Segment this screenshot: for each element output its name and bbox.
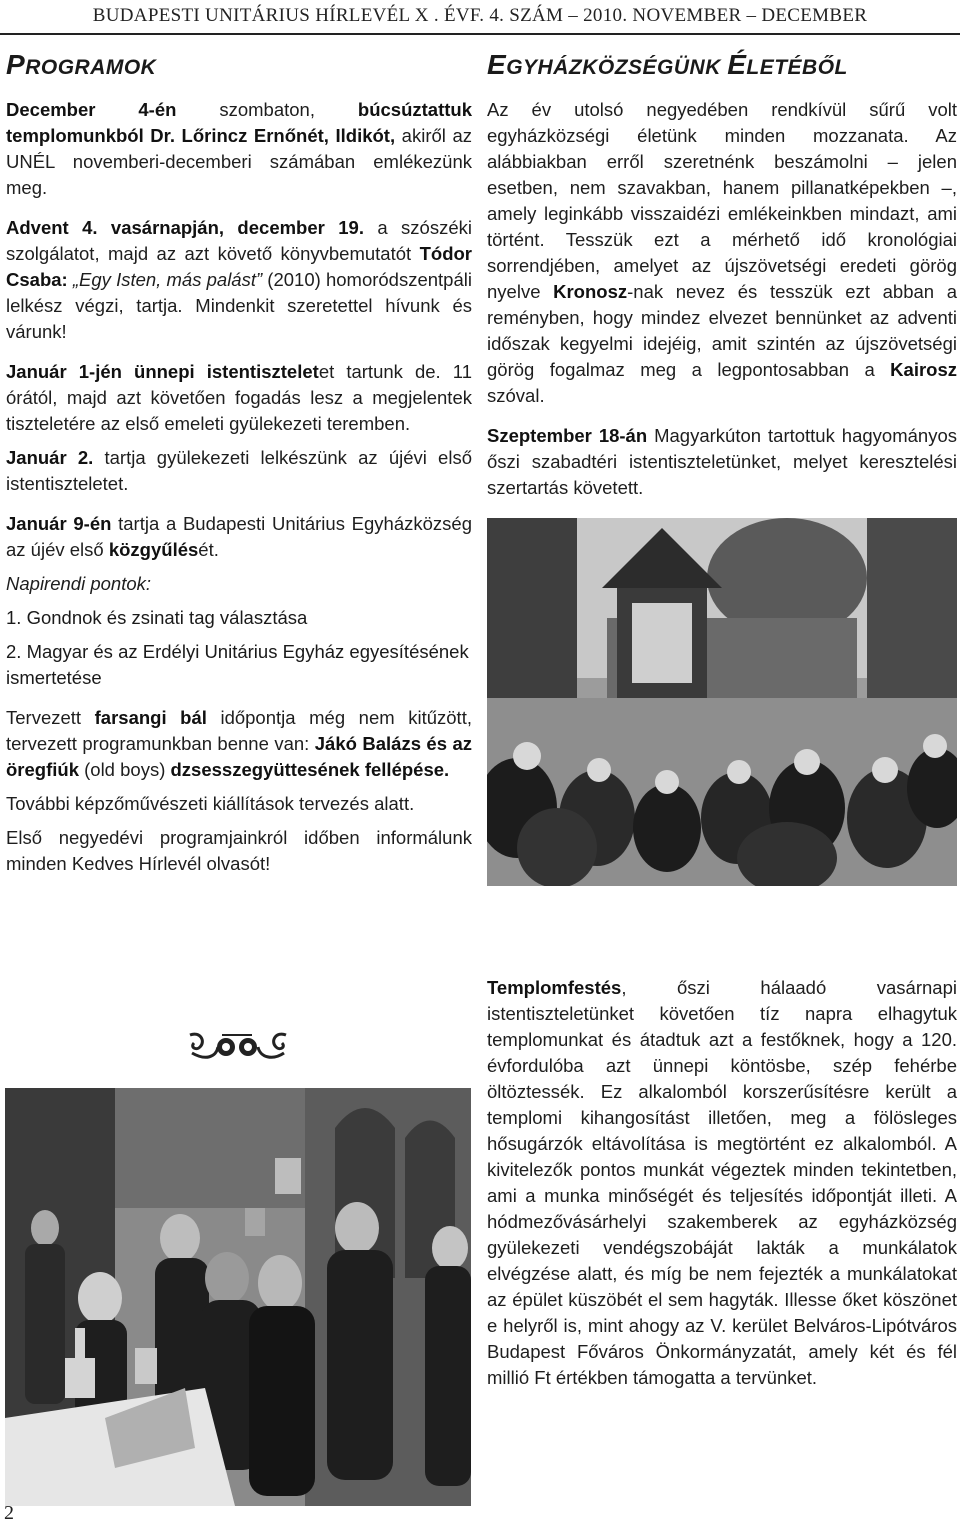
congregation-life-column [487, 48, 957, 501]
agenda-item: 2. Magyar és az Erdélyi Unitárius Egyház egyesítésének ismertetése [6, 641, 469, 688]
program-exhibitions: További képzőművészeti kiállítások tervezés alatt. [6, 793, 415, 814]
programs-heading: PROGRAMOK [6, 49, 157, 80]
running-header: BUDAPESTI UNITÁRIUS HÍRLEVÉL X . ÉVF. 4. SZÁM – 2010. NOVEMBER – DECEMBER [92, 5, 868, 26]
page-number: 2 [4, 1502, 14, 1524]
september-18-paragraph: Szeptember 18-án Magyarkúton tartottuk hagyományos őszi szabadtéri istentiszteletünket, melyet keresztelési szertartás követett. [487, 425, 957, 498]
programs-column [6, 48, 472, 877]
header-rule [0, 33, 960, 35]
intro-paragraph: Az év utolsó negyedében rendkívül sűrű volt egyházközségi életünk minden mozzanata. Az alábbiakban erről szeretnénk beszámolni – jelen esetben, nem szavakban, hanem pillanatképekben –, amely leginkább visszaidézi emlékeinkben mindazt, ami történt. Tesszük ezt a mérhető idő kronológiai sorrendjében, amelyet az újszövetségi eredeti görög nyelve Kronosz-nak nevez és tesszük ezt abban a reményben, hogy mindez elvezet bennünket az adventi időszak kegyelmi idejéig, amit szintén az újszövetségi görög fogalmaz meg a legpontosabban a Kairosz szóval. [487, 99, 957, 406]
program-january-2: Január 2. tartja gyülekezeti lelkészünk az újévi első istentiszteletet. [6, 447, 472, 494]
agenda-item: 1. Gondnok és zsinati tag választása [6, 607, 308, 628]
program-january-9: Január 9-én tartja a Budapesti Unitárius Egyházközség az újév első közgyűlését. [6, 513, 472, 560]
program-closing: Első negyedévi programjainkról időben informálunk minden Kedves Hírlevél olvasót! [6, 827, 472, 874]
fleuron-ornament-icon [186, 1027, 290, 1067]
program-farsang: Tervezett farsangi bál időpontja még nem kitűzött, tervezett programunkban benne van: Jákó Balázs és az öregfiúk (old boys) dzsesszegyüttesének fellépése. [6, 707, 473, 780]
program-december-4: December 4-én szombaton, búcsúztattuk templomunkból Dr. Lőrincz Ernőnét, Ildikót, akiről az UNÉL novemberi-decemberi számában emlékezünk meg. [6, 99, 472, 198]
ceremony-photo [5, 1088, 471, 1506]
templomfestes-section [487, 975, 957, 1391]
program-january-1: Január 1-jén ünnepi istentiszteletet tartunk de. 11 órától, majd azt követően fogadás lesz a megjelentek tiszteletére az első emeleti gyülekezeti teremben. [6, 361, 472, 434]
congregation-life-heading: EGYHÁZKÖZSÉGÜNK ÉLETÉBŐL [487, 49, 848, 80]
agenda-title: Napirendi pontok: [6, 573, 152, 594]
program-advent-4: Advent 4. vasárnapján, december 19. a szószéki szolgálatot, majd az azt követő könyvbemutatót Tódor Csaba: „Egy Isten, más palást” (2010) homoródszentpáli lelkész végzi, tartja. Mindenkit szeretettel hívunk és várunk! [6, 217, 472, 342]
templomfestes-paragraph: Templomfestés, őszi hálaadó vasárnapi istentiszteletünket követően tíz napra elhagytuk templomunkat és átadtuk azt a festőknek, hogy a 120. évfordulóba azt ünnepi köntösbe, szép fehérbe öltöztessék. Ez alkalomból korszerűsítésre került a templomi kihangosítást illetően, meg a fölösleges hősugárzók eltávolítása is megtörtént ez alkalomból. A kivitelezők pontos munkát végeztek minden tekintetben, ami a munka minőségét és teljesítés időpontját illeti. A hódmezővásárhelyi szakemberek az egyházközség gyülekezeti vendégszobáját lakták a munkálatok elvégzése alatt, és míg be nem fejezték a munkálatokat az épület küszöbét el sem hagyták. Illesse őket köszönet e helyről is, mint ahogy az V. kerület Belváros-Lipótváros Budapest Főváros Önkormányzatát, amely két és fél millió Ft értékben támogatta a tervünket. [487, 977, 957, 1388]
outdoor-service-photo [487, 518, 957, 886]
